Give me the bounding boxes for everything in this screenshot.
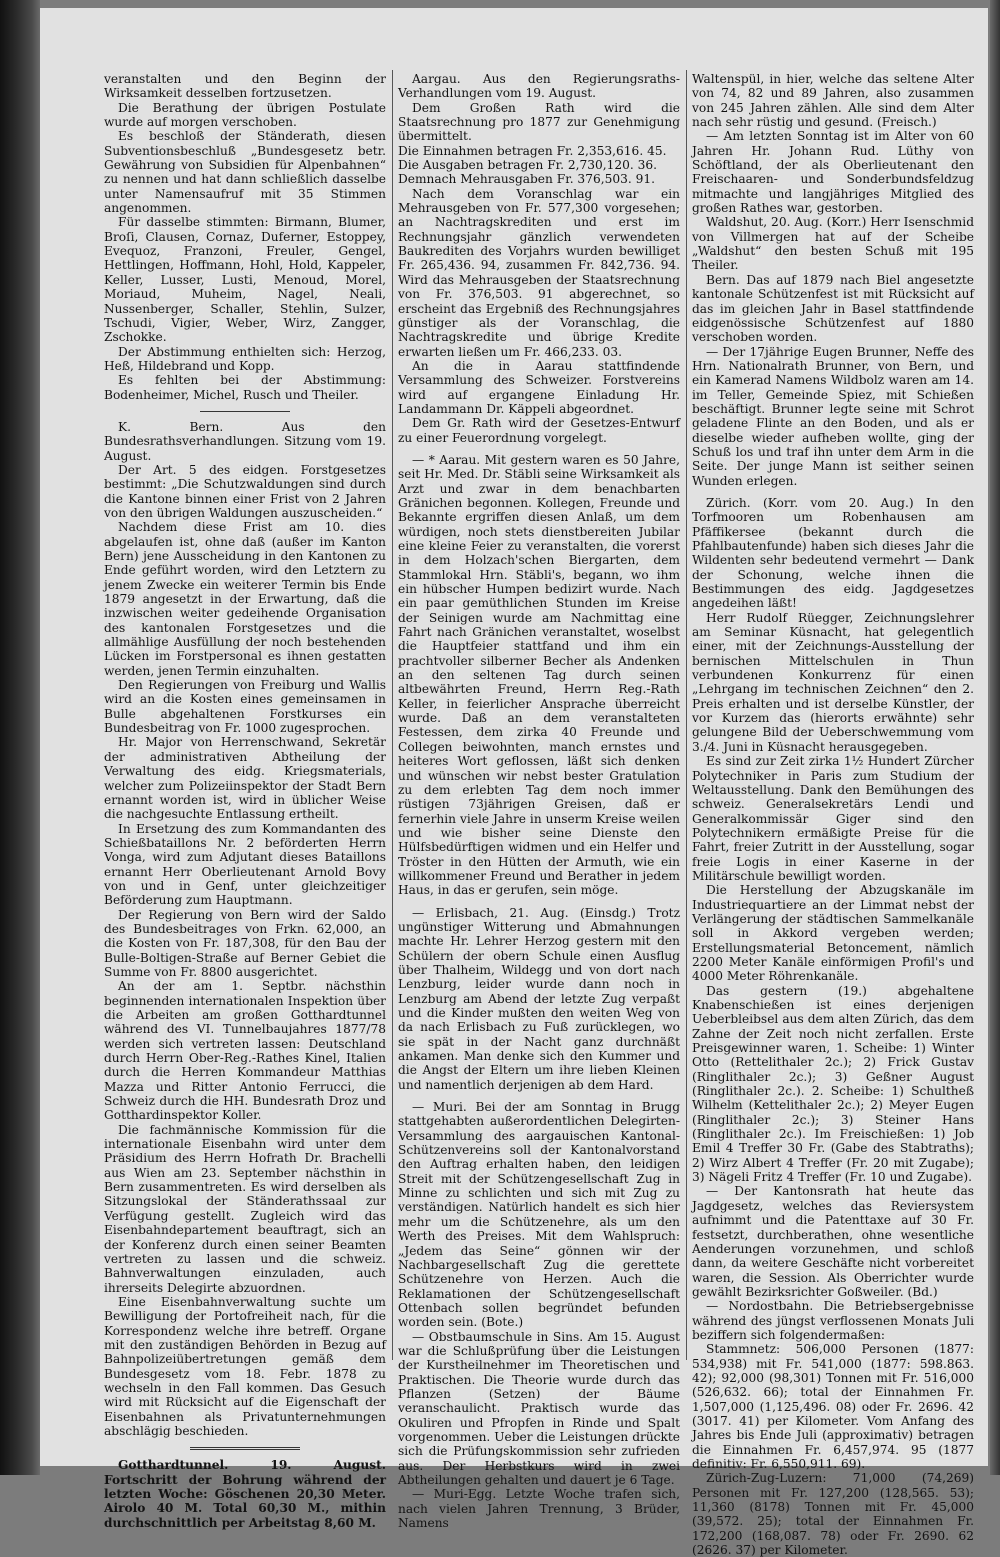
paragraph: Zürich-Zug-Luzern: 71,000 (74,269) Personen mit Fr. 127,200 (128,565. 53); 11,360 (8178) Tonnen mit Fr. 45,000 (39,572. 25); total der Einnahmen Fr. 172,200 (168,087. 78) oder Fr. 2690. 62 (2626. 37) per Kilometer. bbox=[692, 1471, 974, 1557]
paragraph: Herr Rudolf Rüegger, Zeichnungslehrer am Seminar Küsnacht, hat gelegentlich einer, mit der Zeichnungs-Ausstellung der bernischen Mittelschulen in Thun verbundenen Konkurrenz für einen „Lehrgang im technischen Zeichnen“ den 2. Preis erhalten und ist derselbe Künstler, der vor Kurzem das (hierorts erwähnte) sehr gelungene Bild der Ueberschwemmung vom 3./4. Juni in Küsnacht herausgegeben. bbox=[692, 610, 974, 754]
paragraph: Dem Großen Rath wird die Staatsrechnung pro 1877 zur Genehmigung übermittelt. bbox=[398, 100, 680, 144]
paragraph: Der Abstimmung enthielten sich: Herzog, Heß, Hildebrand und Kopp. bbox=[104, 344, 386, 373]
paragraph: An die in Aarau stattfindende Versammlung des Schweizer. Forstvereins wird auf ergangene Einladung Hr. Landammann Dr. Käppeli abgeordnet. bbox=[398, 358, 680, 416]
paragraph: Für dasselbe stimmten: Birmann, Blumer, Broſi, Clausen, Cornaz, Duferner, Estoppey, Evequoz, Franzoni, Freuler, Gengel, Hettlingen, Hoffmann, Hohl, Hold, Kappeler, Keller, Lusser, Lusti, Menoud, Morel, Moriaud, Muheim, Nagel, Neali, Nussenberger, Schaller, Stehlin, Sulzer, Tschudi, Vigier, Weber, Wirz, Zangger, Zschokke. bbox=[104, 215, 386, 345]
paragraph: Nach dem Voranschlag war ein Mehrausgeben von Fr. 577,300 vorgesehen; an Nachtragskrediten und erst im Rechnungsjahr gänzlich verwendeten Baukrediten des Vorjahrs wurden bewilliget Fr. 265,436. 94, zusammen Fr. 842,736. 94. Wird das Mehrausgeben der Staatsrechnung von Fr. 376,503. 91 abgerechnet, so erscheint das Ergebniß des Rechnungsjahres günstiger als der Voranschlag, die Nachtragskredite und übrige Kredite erwarten ließen um Fr. 466,233. 03. bbox=[398, 186, 680, 359]
paragraph: In Ersetzung des zum Kommandanten des Schießbataillons Nr. 2 beförderten Herrn Vonga, wird zum Adjutant dieses Bataillons ernannt Herr Oberlieutenant Arnold Bovy von und in Genf, unter gleichzeitiger Beförderung zum Hauptmann. bbox=[104, 821, 386, 908]
paragraph: — Muri. Bei der am Sonntag in Brugg stattgehabten außerordentlichen Delegirten-Versammlung des aargauischen Kantonal-Schützenvereins soll der Kantonalvorstand den Auftrag erhalten haben, den leidigen Streit mit der Schützengesellschaft Zug in Minne zu schlichten und sich mit Zug zu verständigen. Natürlich handelt es sich hier mehr um die Schützenehre, als um den Werth des Preises. Mit dem Wahlspruch: „Jedem das Seine“ gönnen wir der Nachbargesellschaft Zug die gerettete Schützenehre von Herzen. Auch die Reklamationen der Schützengesellschaft Ottenbach sollen begründet befunden worden sein. (Bote.) bbox=[398, 1100, 680, 1330]
account-line-expenses: Die Ausgaben betragen Fr. 2,730,120. 36. bbox=[398, 158, 658, 173]
paragraph: Die Herstellung der Abzugskanäle im Industriequartiere an der Limmat nebst der Verlängerung der städtischen Sammelkanäle soll in Akkord vergeben werden; Erstellungsmaterial Betoncement, nämlich 2200 Meter Kanäle einförmigen Profil's und 4000 Meter Röhrenkanäle. bbox=[692, 883, 974, 984]
scan-binding-edge bbox=[0, 0, 40, 1475]
paragraph: Das gestern (19.) abgehaltene Knabenschießen ist eines derjenigen Ueberbleibsel aus dem alten Zürich, das dem Zahne der Zeit noch nicht zerfallen. Erste Preisgewinner waren, 1. Scheibe: 1) Winter Otto (Rettelithaler 2c.); 2) Frick Gustav (Ringlithaler 2c.); 3) Geßner August (Ringlithaler 2c.). 2. Scheibe: 1) Schultheß Wilhelm (Kettelithaler 2c.); 2) Meyer Eugen (Ringlithaler 2c.); 3) Steiner Hans (Ringlithaler 2c.). Im Freischießen: 1) Job Emil 4 Treffer 30 Fr. (Gabe des Stabtraths); 2) Wirz Albert 4 Treffer (Fr. 20 mit Zugabe); 3) Nägeli Fritz 4 Treffer (Fr. 10 und Zugabe). bbox=[692, 983, 974, 1185]
paragraph: Es sind zur Zeit zirka 1½ Hundert Zürcher Polytechniker in Paris zum Studium der Weltausstellung. Dank den Bemühungen des schweiz. Generalsekretärs Lendi und Generalkommissär Giger sind den Polytechnikern ermäßigte Preise für die Fahrt, freier Zutritt in der Ausstellung, sogar freie Logis in einer Kaserne in der Militärschule bewilligt worden. bbox=[692, 754, 974, 883]
paragraph: Dem Gr. Rath wird der Gesetzes-Entwurf zu einer Feuerordnung vorgelegt. bbox=[398, 416, 680, 445]
paragraph: — Erlisbach, 21. Aug. (Einsdg.) Trotz ungünstiger Witterung und Abmahnungen machte Hr. Lehrer Herzog gestern mit den Schülern der obern Schule einen Ausflug über Thalheim, Wildegg und von dort nach Lenzburg, leider wurde dann noch in Lenzburg am Abend der letzte Zug verpaßt und die Kinder mußten den weiten Weg von da nach Erlisbach zu Fuß zurücklegen, wo sie spät in der Nacht ganz durchnäßt ankamen. Man denke sich den Kummer und die Angst der Eltern um ihre lieben Kleinen und namentlich derjenigen ab dem Hard. bbox=[398, 905, 680, 1092]
paragraph: Es fehlten bei der Abstimmung: Bodenheimer, Michel, Rusch und Theiler. bbox=[104, 373, 386, 402]
section-separator bbox=[200, 411, 290, 412]
article-heading: Aargau. Aus den Regierungsraths-Verhandlungen vom 19. August. bbox=[398, 72, 680, 101]
paragraph: Es beschloß der Ständerath, diesen Subventionsbeschluß „Bundesgesetz betr. Gewährung von Subsidien für Alpenbahnen“ zu nennen und hat dann schließlich dasselbe unter Namensaufruf mit 35 Stimmen angenommen. bbox=[104, 129, 386, 216]
section-separator bbox=[190, 1447, 300, 1450]
column-3 bbox=[692, 72, 974, 1557]
column-rule-2 bbox=[686, 70, 687, 1360]
paragraph: Eine Eisenbahnverwaltung suchte um Bewilligung der Portofreiheit nach, für die Korrespondenz welche ihre betreff. Organe mit den zuständigen Behörden in Bezug auf Bahnpolizeiübertretungen gemäß dem Bundesgesetz vom 18. Febr. 1878 zu wechseln in den Fall kommen. Das Gesuch wird mit Rücksicht auf die Eigenschaft der Eisenbahnen als Privatunternehmungen abschlägig beschieden. bbox=[104, 1294, 386, 1438]
paragraph: Der Art. 5 des eidgen. Forstgesetzes bestimmt: „Die Schutzwaldungen sind durch die Kantone binnen einer Frist von 2 Jahren von den übrigen Waldungen auszuscheiden.“ bbox=[104, 462, 386, 520]
paragraph: — * Aarau. Mit gestern waren es 50 Jahre, seit Hr. Med. Dr. Stäbli seine Wirksamkeit als Arzt und zwar in dem benachbarten Gränichen begonnen. Kollegen, Freunde und Bekannte ergriffen diesen Anlaß, um dem würdigen, noch stets dienstbereiten Jubilar eine kleine Feier zu veranstalten, die vorerst in dem Holzach'schen Biergarten, dem Stammlokal Hrn. Stäbli's, begann, wo ihm ein hübscher Humpen bedizirt wurde. Nach ein paar gemüthlichen Stunden im Kreise der Seinigen wurde am Nachmittag eine Fahrt nach Gränichen veranstaltet, woselbst die Hauptfeier stattfand und ihm ein prachtvoller silberner Becher als Andenken an den seltenen Tag durch seinen altbewährten Freund, Herrn Reg.-Rath Keller, in feierlicher Ansprache überreicht wurde. Daß an dem veranstalteten Festessen, dem zirka 40 Freunde und Collegen beiwohnten, manch ernstes und heiteres Wort geflossen, läßt sich denken und wünschen wir nebst bester Gratulation zu dem erlebten Tag dem noch immer rüstigen 73jährigen Greisen, daß er fernerhin viele Jahre in unserm Kreise weilen und wie bisher seine Dienste den Hülfsbedürftigen widmen und ein Helfer und Tröster in den Hütten der Armuth, wie ein willkommener Freund und Berather in jedem Haus, in das er gerufen, sein möge. bbox=[398, 452, 680, 898]
column-rule-1 bbox=[392, 70, 393, 1360]
column-1 bbox=[104, 72, 386, 1530]
scan-right-edge bbox=[990, 0, 1000, 1475]
paragraph: Hr. Major von Herrenschwand, Sekretär der administrativen Abtheilung der Verwaltung des eidg. Kriegsmaterials, welcher zum Polizeiinspektor der Stadt Bern ernannt worden ist, wird in üblicher Weise die nachgesuchte Entlassung ertheilt. bbox=[104, 735, 386, 822]
paragraph: An der am 1. Septbr. nächsthin beginnenden internationalen Inspektion über die Arbeiten am großen Gotthardtunnel während des VI. Tunnelbaujahres 1877/78 werden sich vertreten lassen: Deutschland durch Herrn Ober-Reg.-Rathes Kinel, Italien durch die Herren Kommandeur Matthias Mazza und Ritter Antonio Ferrucci, die Schweiz durch die HH. Bundesrath Droz und Gotthardinspektor Koller. bbox=[104, 979, 386, 1123]
paragraph: Die fachmännische Kommission für die internationale Eisenbahn wird unter dem Präsidium des Herrn Hofrath Dr. Brachelli aus Wien am 23. September nächsthin in Bern zusammentreten. Es wird derselben als Sitzungslokal der Ständerathssaal zur Verfügung gestellt. Zugleich wird das Eisenbahndepartement beauftragt, sich an der Konferenz durch einen seiner Beamten vertreten zu lassen und die schweiz. Bahnverwaltungen einzuladen, auch ihrerseits Delegirte abzuordnen. bbox=[104, 1122, 386, 1295]
article-heading: K. Bern. Aus den Bundesrathsverhandlungen. Sitzung vom 19. August. bbox=[104, 419, 386, 463]
account-line-deficit: Demnach Mehrausgaben Fr. 376,503. 91. bbox=[398, 172, 655, 187]
paragraph: Bern. Das auf 1879 nach Biel angesetzte kantonale Schützenfest ist mit Rücksicht auf das im gleichen Jahr in Basel stattfindende eidgenössische Schützenfest auf 1880 verschoben worden. bbox=[692, 272, 974, 345]
paragraph: — Obstbaumschule in Sins. Am 15. August war die Schlußprüfung über die Leistungen der Kurstheilnehmer im Theoretischen und Praktischen. Die Theorie wurde durch das Pflanzen (Setzen) der Bäume veranschaulicht. Praktisch wurde das Okuliren und Pfropfen in Rinde und Spalt vorgenommen. Ueber die Leistungen drückte sich die Prüfungskommission sehr zufrieden aus. Der Herbstkurs wird in zwei Abtheilungen gehalten und dauert je 6 Tage. bbox=[398, 1329, 680, 1487]
paragraph: Zürich. (Korr. vom 20. Aug.) In den Torfmooren um Robenhausen am Pfäffikersee (bekannt durch die Pfahlbautenfunde) haben sich dieses Jahr die Wildenten sehr bedeutend vermehrt — Dank der Schonung, welche ihnen die Bestimmungen des eidg. Jagdgesetzes angedeihen läßt! bbox=[692, 495, 974, 611]
paragraph: Waltenspül, in hier, welche das seltene Alter von 74, 82 und 89 Jahren, also zusammen von 245 Jahren zählen. Alle sind dem Alter nach sehr rüstig und gesund. (Freisch.) bbox=[692, 72, 974, 130]
paragraph: — Nordostbahn. Die Betriebsergebnisse während des jüngst verflossenen Monats Juli beziffern sich folgendermaßen: bbox=[692, 1299, 974, 1342]
account-line-income: Die Einnahmen betragen Fr. 2,353,616. 45. bbox=[398, 143, 667, 158]
paragraph: Stammnetz: 506,000 Personen (1877: 534,938) mit Fr. 541,000 (1877: 598.863. 42); 92,000 (98,301) Tonnen mit Fr. 516,000 (526,632. 66); total der Einnahmen Fr. 1,507,000 (1,125,496. 08) oder Fr. 2696. 42 (3017. 41) per Kilometer. Vom Anfang des Jahres bis Ende Juli (approximativ) betragen die Einnahmen Fr. 6,457,974. 95 (1877 definitiv: Fr. 6,550,911. 69). bbox=[692, 1342, 974, 1471]
paragraph: Die Berathung der übrigen Postulate wurde auf morgen verschoben. bbox=[104, 100, 386, 130]
paragraph: — Am letzten Sonntag ist im Alter von 60 Jahren Hr. Johann Rud. Lüthy von Schöftland, der als Oberlieutenant den Freischaaren- und Sonderbundsfeldzug mitmachte und langjähriges Mitglied des großen Rathes war, gestorben. bbox=[692, 129, 974, 216]
column-2 bbox=[398, 72, 680, 1531]
paragraph: Nachdem diese Frist am 10. dies abgelaufen ist, ohne daß (außer im Kanton Bern) jene Ausscheidung in den Kantonen zu Ende geführt worden, wird den Letztern zu jenem Zwecke ein weiterer Termin bis Ende 1879 angesetzt in der Erwartung, daß die inzwischen weiter gedeihende Organisation des kantonalen Forstgesetzes und die allmählige Ausfüllung der noch bestehenden Lücken im Forstpersonal es ihnen gestatten werden, jenen Termin einzuhalten. bbox=[104, 520, 386, 678]
paragraph: Den Regierungen von Freiburg und Wallis wird an die Kosten eines gemeinsamen in Bulle abgehaltenen Forstkurses ein Bundesbeitrag von Fr. 1000 zugesprochen. bbox=[104, 678, 386, 736]
paragraph: veranstalten und den Beginn der Wirksamkeit desselben fortzusetzen. bbox=[104, 72, 386, 101]
paragraph: Waldshut, 20. Aug. (Korr.) Herr Isenschmid von Villmergen hat auf der Scheibe „Waldshut“ den besten Schuß mit 195 Theiler. bbox=[692, 215, 974, 273]
paragraph: Der Regierung von Bern wird der Saldo des Bundesbeitrages von Frkn. 62,000, an die Kosten von Fr. 187,308, für den Bau der Bulle-Boltigen-Straße auf Berner Gebiet die Summe von Fr. 8800 ausgerichtet. bbox=[104, 907, 386, 979]
article-gotthardtunnel: Gotthardtunnel. 19. August. Fortschritt der Bohrung während der letzten Woche: Göschenen 20,30 Meter. Airolo 40 M. Total 60,30 M., mithin durchschnittlich per Arbeitstag 8,60 M. bbox=[104, 1458, 386, 1530]
paragraph: — Der 17jährige Eugen Brunner, Neffe des Hrn. Nationalrath Brunner, von Bern, und ein Kamerad Namens Wildbolz waren am 14. im Teller, Gemeinde Spiez, mit Schießen beschäftigt. Brunner legte seine mit Schrot geladene Flinte an den Boden, und als er dieselbe wieder aufheben wollte, ging der Schuß los und traf ihn unter dem Arm in die Seite. Der junge Mann ist seither seinen Wunden erlegen. bbox=[692, 344, 974, 488]
paragraph: — Muri-Egg. Letzte Woche trafen sich, nach vielen Jahren Trennung, 3 Brüder, Namens bbox=[398, 1487, 680, 1531]
paragraph: — Der Kantonsrath hat heute das Jagdgesetz, welches das Reviersystem aufnimmt und die Patenttaxe auf 30 Fr. festsetzt, durchberathen, ohne wesentliche Aenderungen vorzunehmen, und schloß dann, da weitere Geschäfte nicht vorbereitet waren, die Session. Als Oberrichter wurde gewählt Bezirksrichter Goßweiler. (Bd.) bbox=[692, 1184, 974, 1299]
